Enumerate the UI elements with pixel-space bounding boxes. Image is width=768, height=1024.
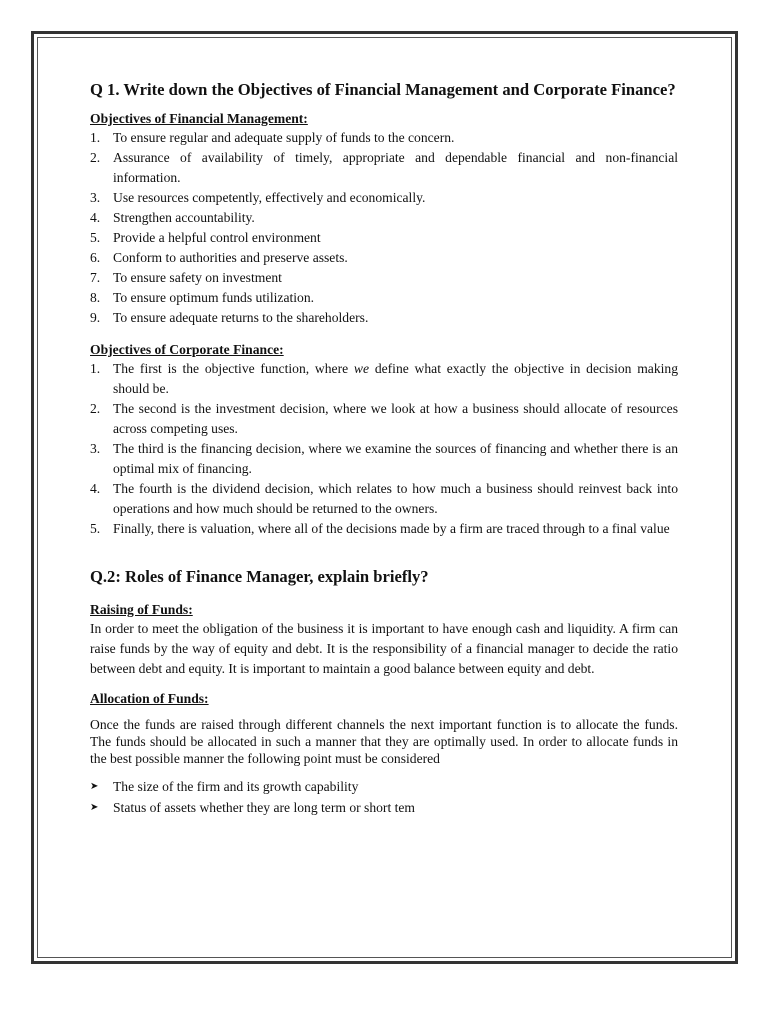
document-body xyxy=(90,78,678,818)
raising-of-funds-heading: Raising of Funds: xyxy=(90,602,193,617)
financial-management-list xyxy=(90,128,678,328)
corporate-finance-list xyxy=(90,359,678,539)
list-item: 3. Use resources competently, effectively and economically. xyxy=(90,190,426,205)
list-item: 1. The first is the objective function, where we define what exactly the objective in decision making should be. xyxy=(90,361,679,396)
list-item: 7. To ensure safety on investment xyxy=(90,270,282,285)
list-item: ➤ The size of the firm and its growth capability xyxy=(90,776,678,797)
allocation-of-funds-text: Once the funds are raised through different channels the next important function is to allocate the funds. The funds should be allocated in such a manner that they are optimally used. In order to allocate funds in the best possible manner the following point must be considered xyxy=(90,717,678,766)
list-item: 5. Finally, there is valuation, where all of the decisions made by a firm are traced through to a final value xyxy=(90,521,670,536)
corporate-finance-heading: Objectives of Corporate Finance: xyxy=(90,342,284,357)
list-item: 5. Provide a helpful control environment xyxy=(90,230,321,245)
list-item: ➤ Status of assets whether they are long term or short tem xyxy=(90,797,678,818)
list-item: 4. The fourth is the dividend decision, which relates to how much a business should reinvest back into operations and how much should be returned to the owners. xyxy=(90,481,678,516)
list-item: 2. The second is the investment decision, where we look at how a business should allocate of resources across competing uses. xyxy=(90,401,678,436)
list-item: 1. To ensure regular and adequate supply of funds to the concern. xyxy=(90,130,455,145)
question-1-title: Q 1. Write down the Objectives of Financial Management and Corporate Finance? xyxy=(90,80,676,99)
arrow-bullet-icon: ➤ xyxy=(90,802,99,813)
list-item: 3. The third is the financing decision, where we examine the sources of financing and whether there is an optimal mix of financing. xyxy=(90,441,678,476)
list-item: 9. To ensure adequate returns to the shareholders. xyxy=(90,310,369,325)
arrow-bullet-icon: ➤ xyxy=(90,781,99,792)
allocation-bullets xyxy=(90,776,678,818)
allocation-of-funds-heading: Allocation of Funds: xyxy=(90,691,209,706)
financial-management-heading: Objectives of Financial Management: xyxy=(90,111,308,126)
raising-of-funds-text: In order to meet the obligation of the business it is important to have enough cash and liquidity. A firm can raise funds by the way of equity and debt. It is the responsibility of a financial manager to decide the ratio between debt and equity. It is important to maintain a good balance between equity and debt. xyxy=(90,621,678,676)
list-item: 2. Assurance of availability of timely, appropriate and dependable financial and non-financial information. xyxy=(90,150,678,185)
list-item: 8. To ensure optimum funds utilization. xyxy=(90,290,315,305)
list-item: 6. Conform to authorities and preserve assets. xyxy=(90,250,348,265)
question-2-title: Q.2: Roles of Finance Manager, explain briefly? xyxy=(90,567,429,586)
list-item: 4. Strengthen accountability. xyxy=(90,210,255,225)
